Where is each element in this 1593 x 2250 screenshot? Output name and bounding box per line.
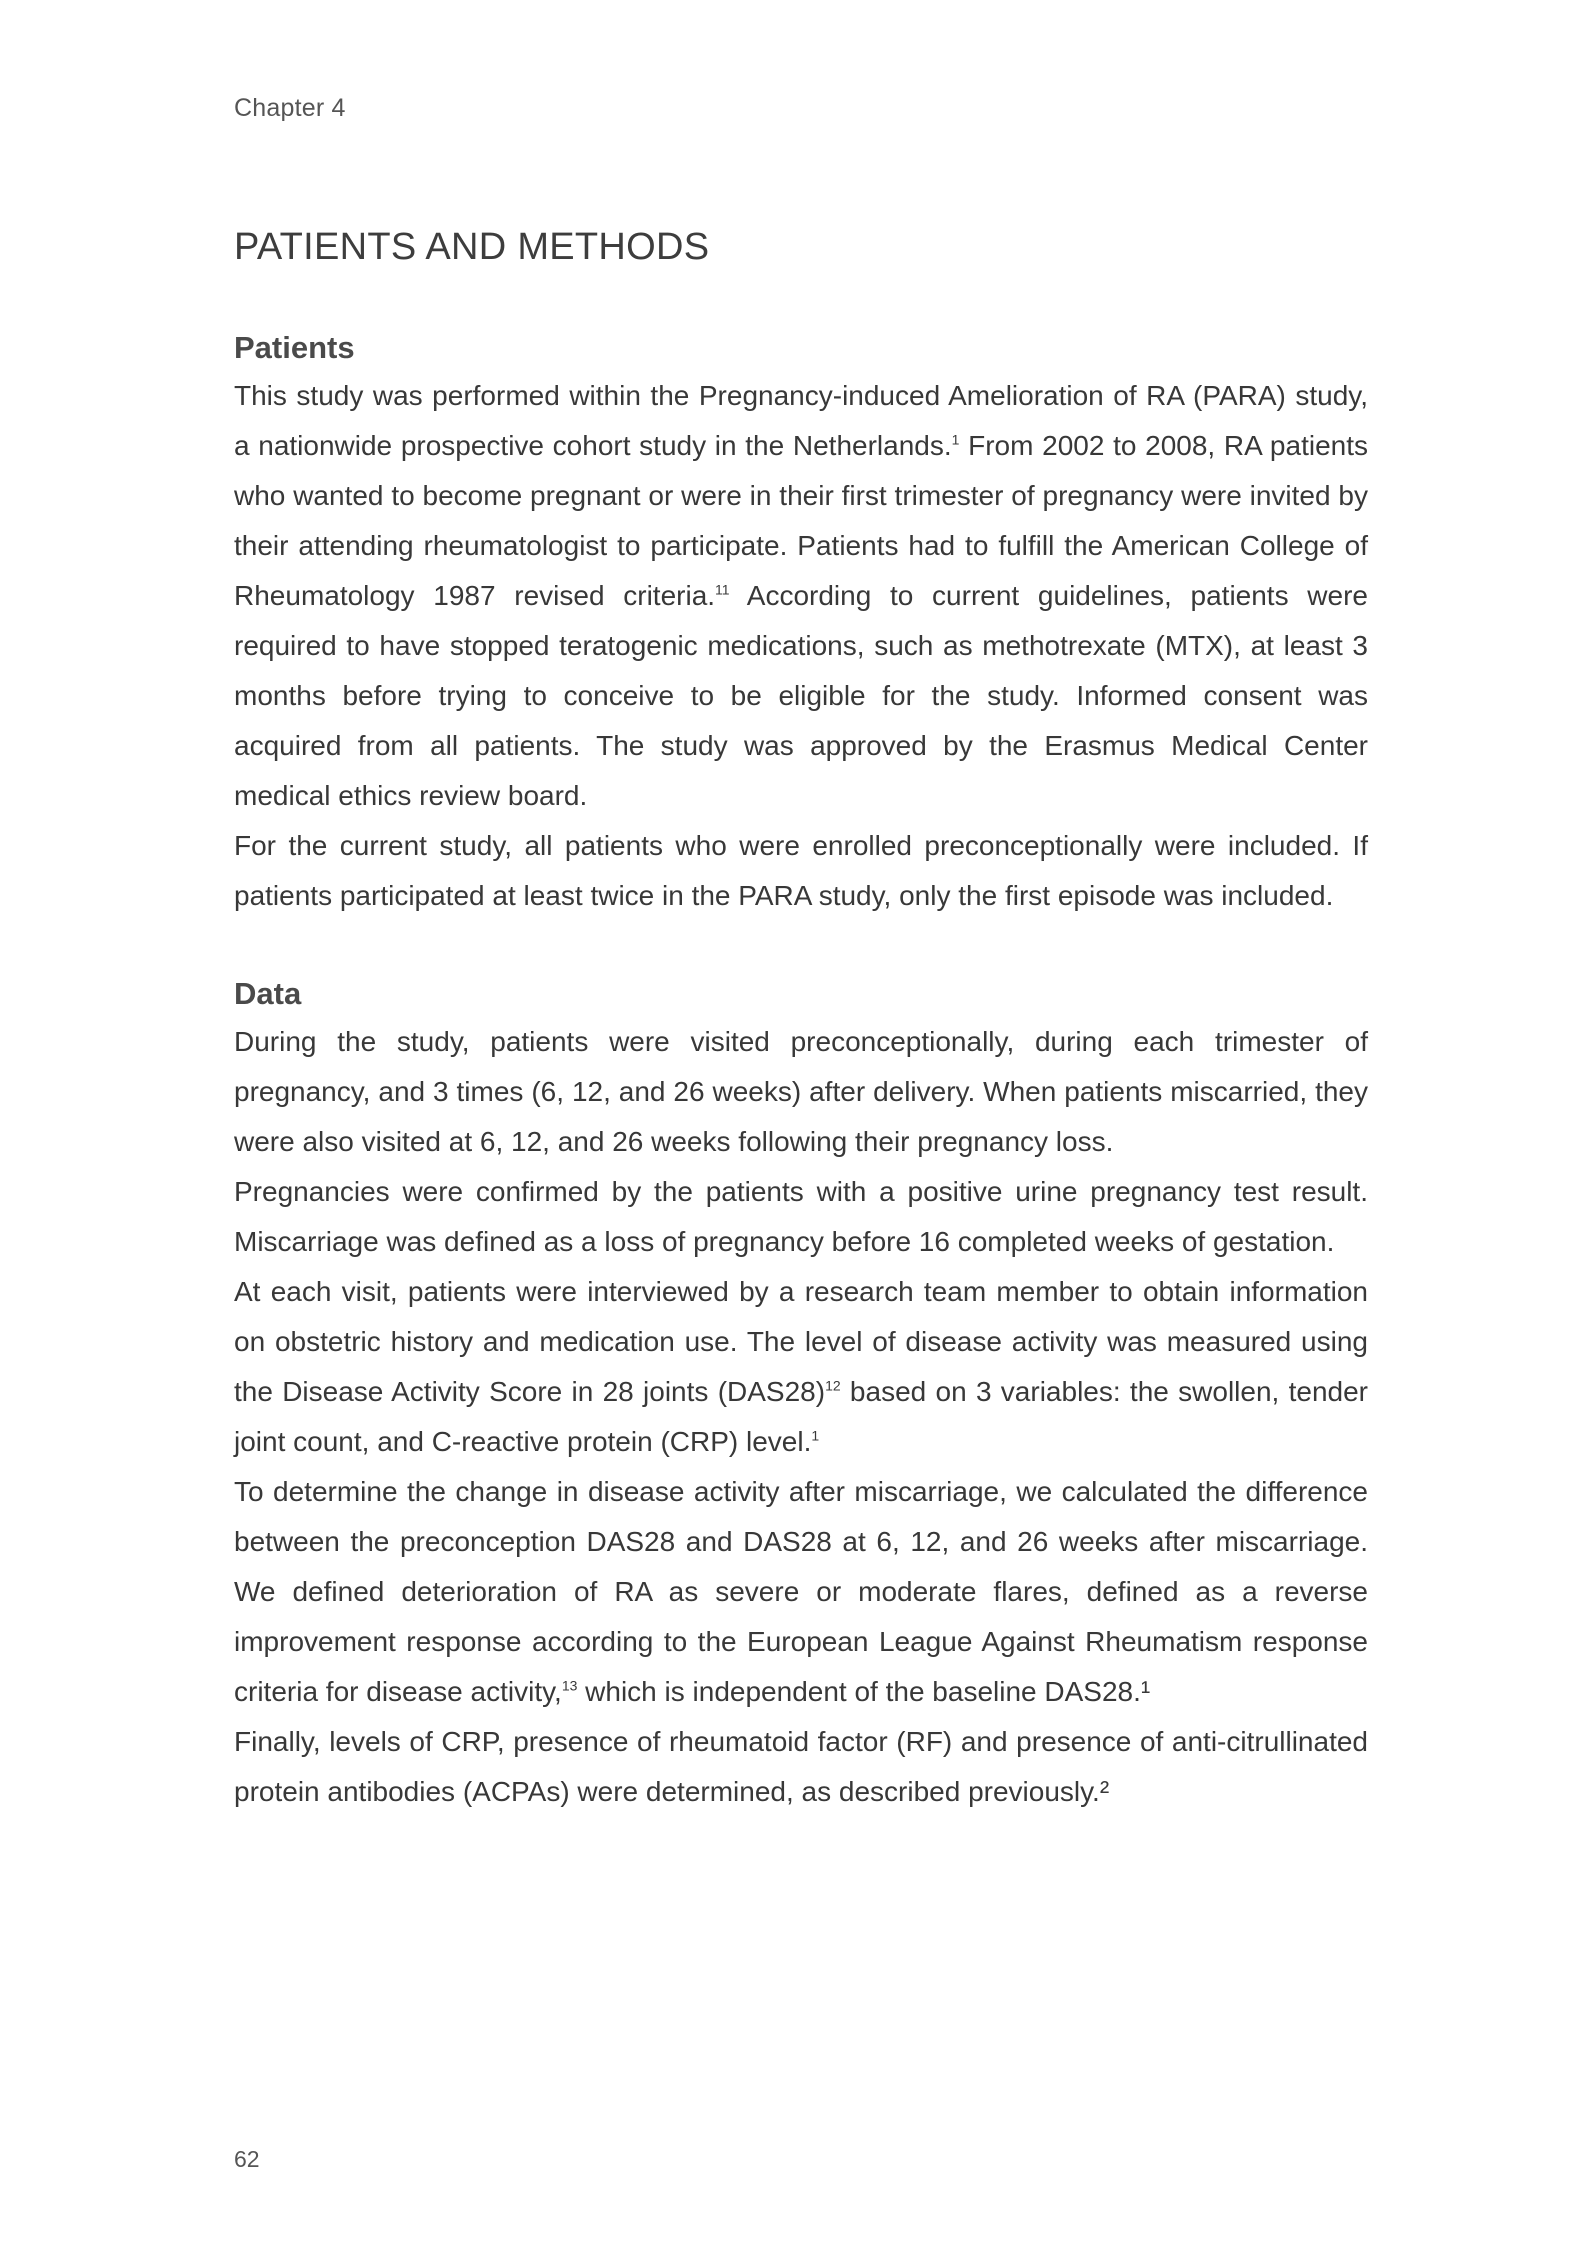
paragraph-data-5: Finally, levels of CRP, presence of rheumatoid factor (RF) and presence of anti-citrullinated protein antibodies (ACPAs) were determined, as described previously.²	[234, 1726, 1368, 1807]
subheading-data: Data	[234, 976, 302, 1011]
subheading-patients: Patients	[234, 330, 355, 365]
footnote-ref: 1	[811, 1427, 820, 1444]
text-run: According to current guidelines, patients were required to have stopped teratogenic medications, such as methotrexate (MTX), at least 3 months before trying to conceive to be eligible for the study. Informed consent was acquired from all patients. The study was approved by the Erasmus Medical Center medical ethics review board.	[234, 580, 1368, 811]
section-title: PATIENTS AND METHODS	[234, 226, 710, 268]
paragraph-patients-1	[234, 371, 1368, 821]
section-gap	[234, 921, 1368, 971]
paragraph-patients-2: For the current study, all patients who were enrolled preconceptionally were included. If patients participated at least twice in the PARA study, only the first episode was included.	[234, 830, 1368, 911]
text-run: To determine the change in disease activity after miscarriage, we calculated the difference between the preconception DAS28 and DAS28 at 6, 12, and 26 weeks after miscarriage. We defined deterioration of RA as severe or moderate flares, defined as a reverse improvement response according to the European League Against Rheumatism response criteria for disease activity,	[234, 1476, 1368, 1707]
footnote-ref: 1	[951, 431, 960, 448]
footnote-ref: 12	[825, 1377, 841, 1394]
footnote-ref: 11	[715, 581, 730, 598]
footnote-ref: 13	[561, 1677, 578, 1694]
text-run: This study was performed within the Pregnancy-induced Amelioration of RA (PARA) study, a nationwide prospective cohort study in the Netherlands.	[234, 380, 1368, 461]
paragraph-data-3	[234, 1267, 1368, 1467]
text-run: which is independent of the baseline DAS28.¹	[577, 1676, 1151, 1707]
text-run: At each visit, patients were interviewed by a research team member to obtain information on obstetric history and medication use. The level of disease activity was measured using the Disease Activity Score in 28 joints (DAS28)	[234, 1276, 1368, 1407]
text-run: From 2002 to 2008, RA patients who wanted to become pregnant or were in their first trimester of pregnancy were invited by their attending rheumatologist to participate. Patients had to fulfill the American College of Rheumatology 1987 revised criteria.	[234, 430, 1368, 611]
text-run: based on 3 variables: the swollen, tender joint count, and C-reactive protein (CRP) level.	[234, 1376, 1368, 1457]
paragraph-data-1: During the study, patients were visited preconceptionally, during each trimester of pregnancy, and 3 times (6, 12, and 26 weeks) after delivery. When patients miscarried, they were also visited at 6, 12, and 26 weeks following their pregnancy loss.	[234, 1026, 1368, 1157]
paragraph-data-4	[234, 1467, 1368, 1717]
page-number: 62	[234, 2146, 260, 2172]
running-head: Chapter 4	[234, 94, 346, 122]
main-content	[234, 226, 1368, 1817]
paragraph-data-2: Pregnancies were confirmed by the patients with a positive urine pregnancy test result. Miscarriage was defined as a loss of pregnancy before 16 completed weeks of gestation.	[234, 1176, 1368, 1257]
